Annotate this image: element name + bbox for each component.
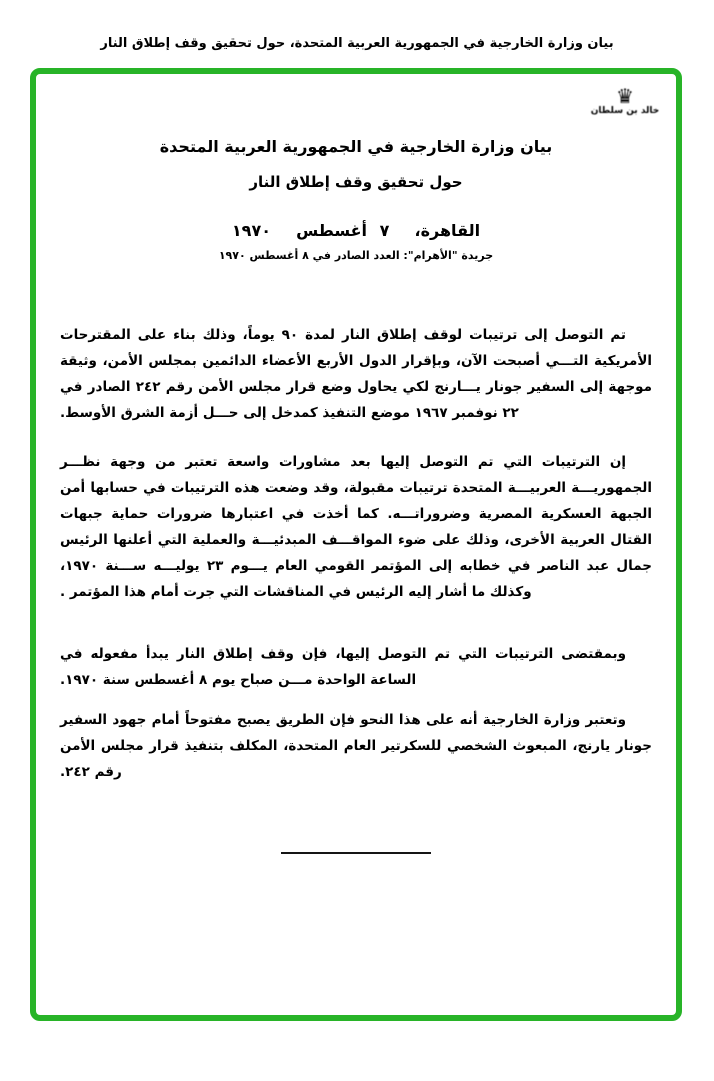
paragraph-3: وبمقتضى الترتيبات التي تم التوصل إليها، فإن وقف إطلاق النار يبدأ مفعوله في الساعة الواحدة مـــن صباح يوم ٨ أغسطس سنة ١٩٧٠.: [60, 646, 626, 688]
paragraph-2: إن الترتيبات التي تم التوصل إليها بعد مشاورات واسعة تعتبر من وجهة نظـــر الجمهوريـــة العربيـــة المتحدة ترتيبات مقبولة، وقد وضعت هذه الترتيبات في حسابها أمن الجبهة العسكرية المصرية وضروراتـــه. كما أخذت في اعتبارها ضرورات حماية جبهات القتال العربية الأخرى، وذلك على ضوء المواقـــف المبدئيـــة والعملية التي أعلنها الرئيس جمال عبد الناصر في خطابه إلى المؤتمر القومي العام يـــوم ٢٣ يوليـــه ســـنة ١٩٧٠، وكذلك ما أشار إليه الرئيس في المناقشات التي جرت أمام هذا المؤتمر .: [60, 454, 652, 600]
document-title-line2: حول تحقيق وقف إطلاق النار: [249, 173, 463, 191]
stamp-text: خالد بن سلطان: [590, 106, 660, 116]
paragraph-1: تم التوصل إلى ترتيبات لوقف إطلاق النار لمدة ٩٠ يوماً، وذلك بناء على المقترحات الأمريكية التـــي أصبحت الآن، وبإقرار الدول الأربع الأعضاء الدائمين بمجلس الأمن، وثيقة موجهة إلى السفير جونار يـــارنج لكي يحاول وضع قرار مجلس الأمن رقم ٢٤٢ الصادر في ٢٢ نوفمبر ١٩٦٧ موضع التنفيذ كمدخل إلى حـــل أزمة الشرق الأوسط.: [60, 327, 652, 421]
dateline: القاهرة، ٧ أغسطس ١٩٧٠: [231, 221, 481, 240]
green-border-frame: [30, 68, 682, 1021]
section-divider: [281, 852, 431, 854]
document-content: [36, 74, 676, 1015]
paragraph-4: وتعتبر وزارة الخارجية أنه على هذا النحو فإن الطريق يصبح مفتوحاً أمام جهود السفير جونار يارنج، المبعوث الشخصي للسكرتير العام المتحدة، المكلف بتنفيذ قرار مجلس الأمن رقم ٢٤٢.: [60, 712, 652, 780]
document-title-line1: بيان وزارة الخارجية في الجمهورية العربية المتحدة: [159, 137, 553, 156]
crest-icon: ♛: [616, 84, 634, 108]
source-citation: جريدة "الأهرام": العدد الصادر في ٨ أغسطس ١٩٧٠: [218, 249, 494, 262]
document-header-caption: بيان وزارة الخارجية في الجمهورية العربية المتحدة، حول تحقيق وقف إطلاق النار: [100, 36, 614, 51]
